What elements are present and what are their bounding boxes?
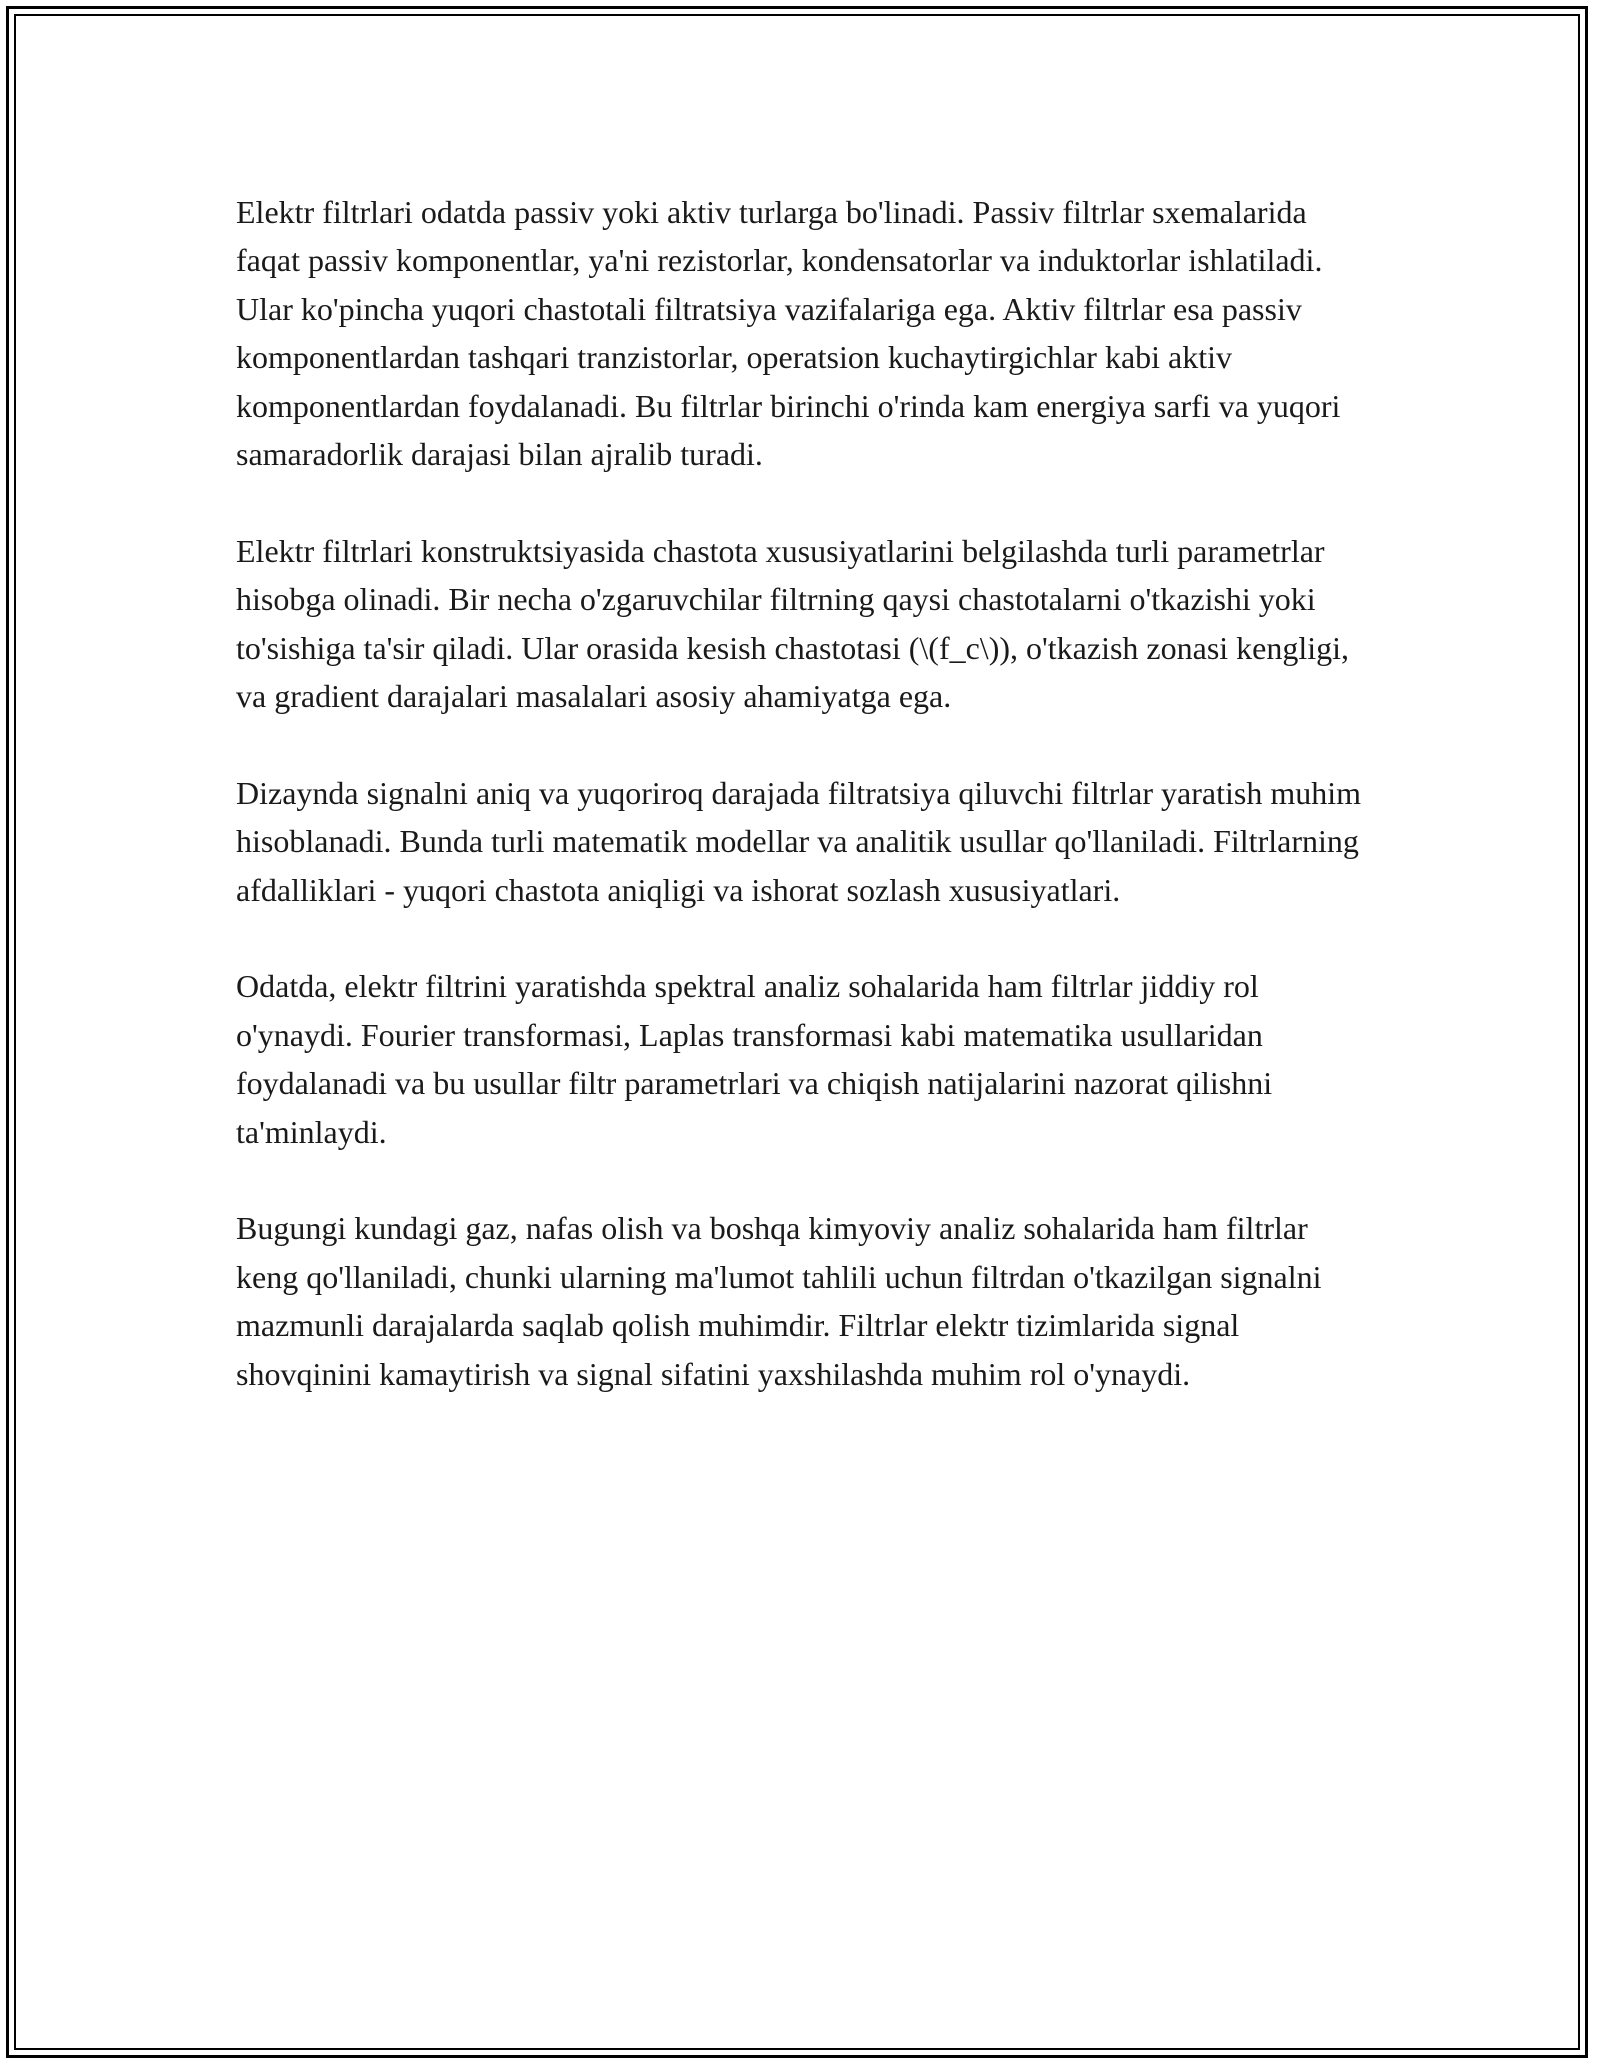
paragraph-3: Dizaynda signalni aniq va yuqoriroq darajada filtratsiya qiluvchi filtrlar yaratish muhim hisoblanadi. Bunda turli matematik modellar va analitik usullar qo'llaniladi. Filtrlarning afdalliklari - yuqori chastota aniqligi va ishorat sozlash xususiyatlari. — [236, 774, 1361, 908]
paragraph-2: Elektr filtrlari konstruktsiyasida chastota xususiyatlarini belgilashda turli parametrlar hisobga olinadi. Bir necha o'zgaruvchilar filtrning qaysi chastotalarni o'tkazishi yoki to'sishiga ta'sir qiladi. Ular orasida kesish chastotasi (\(f_c\)), o'tkazish zonasi kengligi, va gradient darajalari masalalari asosiy ahamiyatga ega. — [236, 532, 1350, 715]
paragraph-1: Elektr filtrlari odatda passiv yoki aktiv turlarga bo'linadi. Passiv filtrlar sxemalarida faqat passiv komponentlar, ya'ni rezistorlar, kondensatorlar va induktorlar ishlatiladi. Ular ko'pincha yuqori chastotali filtratsiya vazifalariga ega. Aktiv filtrlar esa passiv komponentlardan tashqari tranzistorlar, operatsion kuchaytirgichlar kabi aktiv komponentlardan foydalanadi. Bu filtrlar birinchi o'rinda kam energiya sarfi va yuqori samaradorlik darajasi bilan ajralib turadi. — [236, 194, 1341, 473]
document-body — [236, 188, 1368, 1446]
paragraph-4: Odatda, elektr filtrini yaratishda spektral analiz sohalarida ham filtrlar jiddiy rol o'ynaydi. Fourier transformasi, Laplas transformasi kabi matematika usullaridan foydalanadi va bu usullar filtr parametrlari va chiqish natijalarini nazorat qilishni ta'minlaydi. — [236, 968, 1273, 1150]
paragraph-5: Bugungi kundagi gaz, nafas olish va boshqa kimyoviy analiz sohalarida ham filtrlar keng qo'llaniladi, chunki ularning ma'lumot tahlili uchun filtrdan o'tkazilgan signalni mazmunli darajalarda saqlab qolish muhimdir. Filtrlar elektr tizimlarida signal shovqinini kamaytirish va signal sifatini yaxshilashda muhim rol o'ynaydi. — [236, 1210, 1322, 1392]
